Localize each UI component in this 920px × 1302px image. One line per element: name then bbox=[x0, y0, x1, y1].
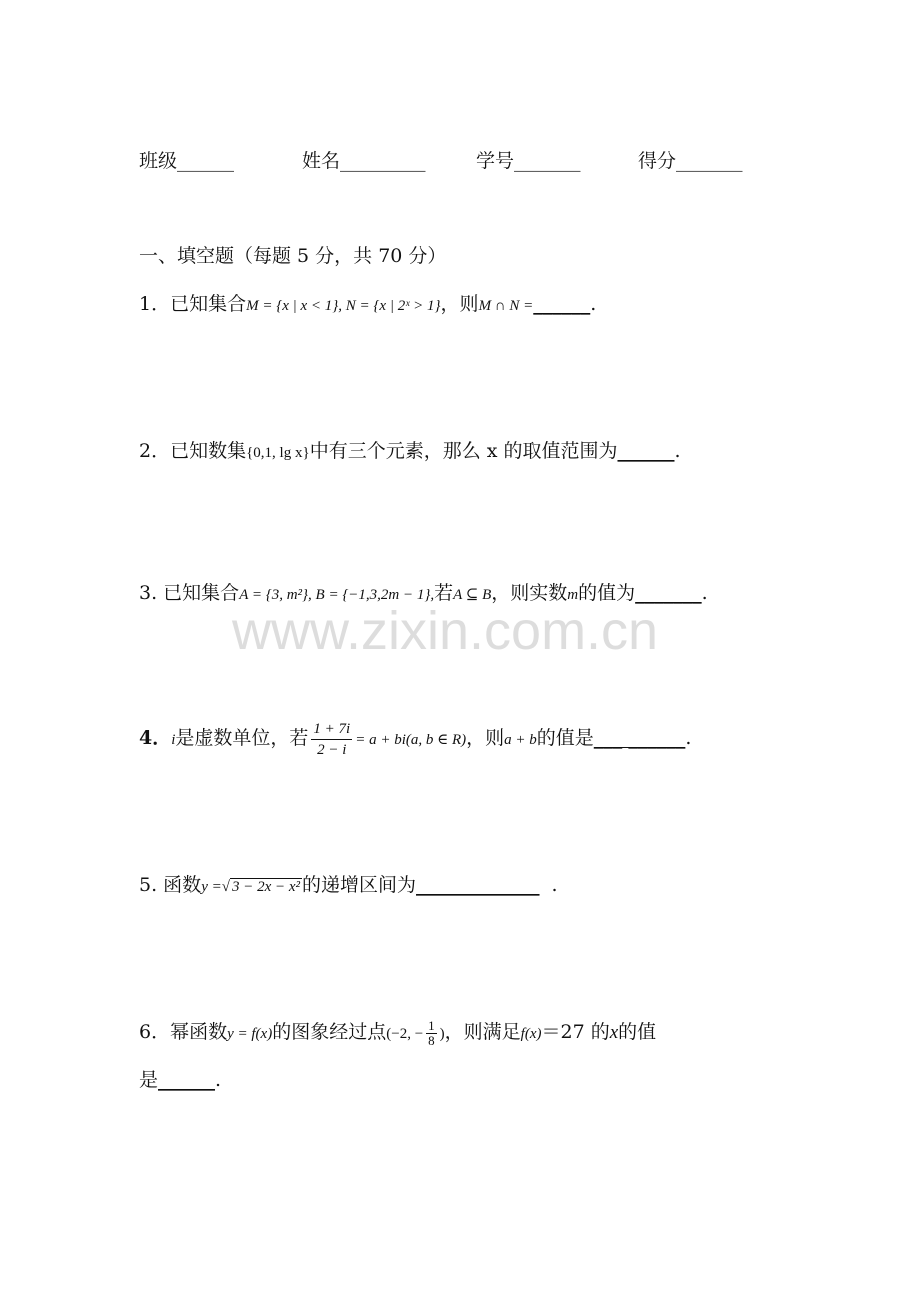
score-blank: _______ bbox=[676, 150, 743, 172]
formula: A = {3, m²}, B = {−1,3,2m − 1}, bbox=[239, 587, 435, 603]
class-label: 班级 bbox=[139, 150, 178, 172]
question-text: 的值是 bbox=[536, 727, 594, 749]
question-text: 已知集合 bbox=[170, 293, 247, 315]
question-text: 已知数集 bbox=[170, 440, 247, 462]
punctuation: . bbox=[701, 582, 708, 604]
question-6-continued bbox=[139, 1067, 221, 1093]
section-title: 一、填空题（每题 5 分，共 70 分） bbox=[139, 245, 447, 267]
question-number: 1． bbox=[139, 293, 171, 315]
formula: A ⊆ B bbox=[453, 587, 492, 603]
class-field bbox=[139, 148, 234, 174]
student-id-label: 学号 bbox=[476, 150, 515, 172]
formula: ) bbox=[439, 1026, 445, 1042]
question-2 bbox=[139, 438, 681, 466]
answer-blank: ______ bbox=[158, 1069, 216, 1091]
score-label: 得分 bbox=[638, 150, 677, 172]
question-text: 的值为 bbox=[578, 582, 636, 604]
question-6 bbox=[139, 1012, 656, 1054]
question-text: ，则满足 bbox=[444, 1021, 521, 1043]
formula: a + b bbox=[504, 732, 537, 748]
question-number: 6． bbox=[139, 1021, 171, 1043]
formula: i bbox=[171, 732, 176, 748]
question-text: 幂函数 bbox=[170, 1021, 228, 1043]
question-number: 3. bbox=[139, 582, 164, 604]
formula: m bbox=[567, 587, 579, 603]
question-text: 已知集合 bbox=[163, 582, 240, 604]
question-text: 是 bbox=[139, 1069, 159, 1091]
fraction bbox=[426, 1019, 437, 1048]
formula: M ∩ N = bbox=[478, 298, 534, 314]
question-text: 的递增区间为 bbox=[302, 874, 417, 896]
question-text: ＝27 的 bbox=[541, 1021, 610, 1043]
question-1 bbox=[139, 291, 596, 319]
question-text: ，则 bbox=[440, 293, 479, 315]
question-text: 中有三个元素，那么 x 的取值范围为 bbox=[309, 440, 618, 462]
question-text: ，则实数 bbox=[491, 582, 568, 604]
formula: y = bbox=[201, 879, 222, 895]
answer-blank: ______ bbox=[617, 440, 675, 462]
watermark: www.zixin.com.cn bbox=[232, 601, 659, 661]
formula: M = {x | x < 1}, N = {x | 2ˣ > 1} bbox=[246, 298, 441, 314]
question-number: 5. bbox=[139, 874, 164, 896]
question-text: 是虚数单位，若 bbox=[175, 727, 309, 749]
answer-blank: _____________ bbox=[416, 874, 540, 896]
punctuation: . bbox=[551, 874, 558, 896]
answer-blank: _______ bbox=[635, 582, 702, 604]
score-field bbox=[638, 148, 743, 174]
name-blank: _________ bbox=[340, 150, 426, 172]
name-label: 姓名 bbox=[302, 150, 341, 172]
sqrt-symbol: √ bbox=[221, 879, 230, 895]
fraction bbox=[311, 719, 352, 760]
question-text: ，则 bbox=[466, 727, 505, 749]
formula: y = f(x) bbox=[227, 1026, 273, 1042]
question-text: 的图象经过点 bbox=[272, 1021, 387, 1043]
punctuation: . bbox=[215, 1069, 222, 1091]
formula: (−2, − bbox=[386, 1026, 424, 1042]
name-field bbox=[302, 148, 426, 174]
fraction-denominator: 8 bbox=[428, 1032, 435, 1048]
question-4 bbox=[139, 716, 691, 762]
formula: {0,1, lg x} bbox=[246, 445, 310, 461]
formula: = a + bi(a, b ∈ R) bbox=[355, 732, 467, 748]
class-blank: ______ bbox=[177, 150, 235, 172]
fraction-numerator: 1 + 7i bbox=[311, 719, 352, 740]
punctuation: . bbox=[590, 293, 597, 315]
question-number: 2． bbox=[139, 440, 171, 462]
question-text: 的值 bbox=[618, 1021, 657, 1043]
question-5 bbox=[139, 872, 558, 900]
question-number: 4． bbox=[139, 727, 172, 749]
question-text: 若 bbox=[434, 582, 454, 604]
student-id-field bbox=[476, 148, 581, 174]
sqrt-radicand: 3 − 2x − x² bbox=[231, 879, 301, 895]
answer-blank: ___ ______ bbox=[593, 727, 686, 749]
punctuation: . bbox=[674, 440, 681, 462]
formula: x bbox=[609, 1022, 619, 1043]
answer-blank: ______ bbox=[533, 293, 591, 315]
fraction-denominator: 2 − i bbox=[317, 741, 347, 758]
question-text: 函数 bbox=[163, 874, 202, 896]
fraction-numerator: 1 bbox=[428, 1017, 435, 1033]
student-id-blank: _______ bbox=[514, 150, 581, 172]
punctuation: . bbox=[685, 727, 692, 749]
formula: f(x) bbox=[520, 1026, 542, 1042]
